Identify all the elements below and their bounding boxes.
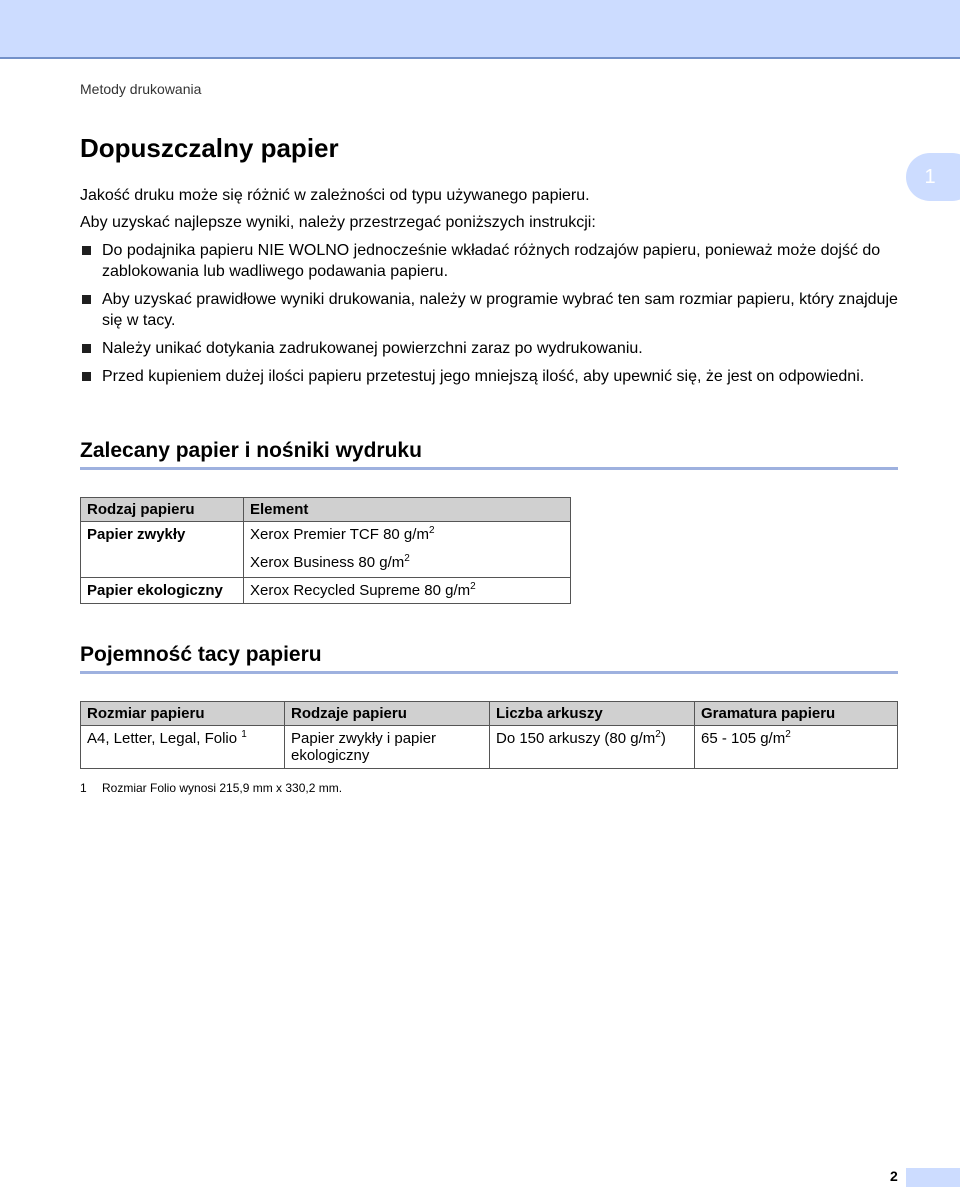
table-row [81, 522, 571, 550]
table-header-row [81, 498, 571, 522]
item-cell: Xerox Premier TCF 80 $g/m^2$ [244, 522, 571, 550]
bullet-text: Do podajnika papieru NIE WOLNO jednocześnie wkładać różnych rodzajów papieru, ponieważ może dojść do zablokowania lub wadliwego podawania papieru. [102, 242, 881, 280]
list-item [80, 240, 900, 282]
paper-type-cell: Papier ekologiczny [81, 578, 244, 604]
square-bullet-icon [82, 295, 91, 304]
bullet-text: Przed kupieniem dużej ilości papieru przetestuj jego mniejszą ilość, aby upewnić się, że jest on odpowiedni. [102, 368, 865, 385]
bullet-text: Aby uzyskać prawidłowe wyniki drukowania, należy w programie wybrać ten sam rozmiar papieru, który znajduje się w tacy. [102, 291, 898, 329]
capacity-heading: Pojemność tacy papieru [80, 643, 322, 666]
superscript: 2 [428, 525, 435, 536]
item-cell: Xerox Business 80 $g/m^2$ [244, 550, 571, 578]
heading-rule [80, 467, 898, 470]
column-header: Gramatura papieru [695, 702, 898, 726]
top-color-band [0, 0, 960, 59]
paper-size-cell: A4, Letter, Legal, Folio $^1$ [81, 726, 285, 769]
list-item [80, 289, 900, 331]
square-bullet-icon [82, 246, 91, 255]
column-header: Rodzaj papieru [81, 498, 244, 522]
instruction-list [80, 240, 900, 394]
column-header: Rozmiar papieru [81, 702, 285, 726]
paper-type-cell: Papier zwykły [81, 522, 244, 578]
heading-rule [80, 671, 898, 674]
chapter-tab [906, 153, 960, 201]
list-item [80, 338, 900, 359]
column-header: Rodzaje papieru [285, 702, 490, 726]
table-row [81, 726, 898, 769]
superscript: 2 [470, 581, 476, 592]
square-bullet-icon [82, 372, 91, 381]
paper-weight-cell: 65 - 105 $g/m^2$ [695, 726, 898, 769]
footnote-text: Rozmiar Folio wynosi 215,9 mm x 330,2 mm. [102, 781, 343, 795]
table-header-row [81, 702, 898, 726]
sheet-count-cell: Do 150 arkuszy (80 $g/m^2$) [490, 726, 695, 769]
running-header: Metody drukowania [80, 81, 202, 97]
footnote [80, 781, 342, 795]
intro-instructions: Aby uzyskać najlepsze wyniki, należy przestrzegać poniższych instrukcji: [80, 214, 596, 231]
column-header: Element [244, 498, 571, 522]
paper-types-cell: Papier zwykły i papier ekologiczny [285, 726, 490, 769]
bullet-text: Należy unikać dotykania zadrukowanej powierzchni zaraz po wydrukowaniu. [102, 340, 643, 357]
chapter-number: 1 [924, 166, 936, 188]
page-tab [906, 1168, 960, 1187]
item-cell: Xerox Recycled Supreme 80 $g/m^2$ [244, 578, 571, 604]
table-row [81, 578, 571, 604]
square-bullet-icon [82, 344, 91, 353]
page-number: 2 [890, 1168, 898, 1184]
recommended-heading: Zalecany papier i nośniki wydruku [80, 439, 422, 462]
footnote-marker: 1 [241, 729, 247, 740]
column-header: Liczba arkuszy [490, 702, 695, 726]
tray-capacity-table [80, 701, 898, 769]
section-title: Dopuszczalny papier [80, 133, 339, 163]
list-item [80, 366, 900, 387]
superscript: 2 [404, 552, 410, 564]
intro-quality: Jakość druku może się różnić w zależności od typu używanego papieru. [80, 187, 590, 204]
recommended-paper-table [80, 497, 571, 604]
footnote-number: 1 [80, 781, 87, 795]
